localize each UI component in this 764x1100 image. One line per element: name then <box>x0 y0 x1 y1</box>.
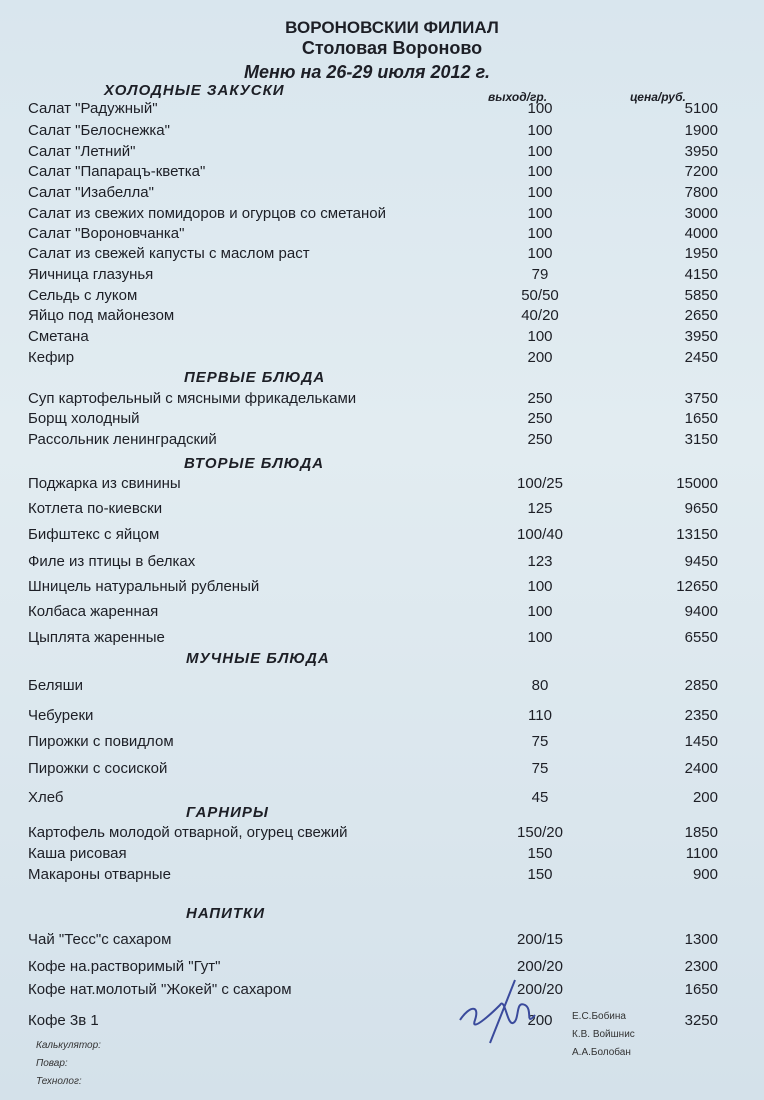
item-name: Салат из свежих помидоров и огурцов со сметаной <box>28 205 387 222</box>
signatory-3: А.А.Болобан <box>572 1047 631 1058</box>
item-name: Чебуреки <box>28 707 94 724</box>
menu-item-row <box>0 958 764 978</box>
item-price: 2300 <box>684 958 718 975</box>
item-name: Кефир <box>28 349 75 366</box>
staff-calc: Калькулятор: <box>36 1040 101 1051</box>
item-output: 250 <box>527 410 553 427</box>
item-price: 7200 <box>684 163 718 180</box>
menu-item-row <box>0 845 764 865</box>
item-name: Поджарка из свинины <box>28 475 181 492</box>
section-second: ВТОРЫЕ БЛЮДА <box>184 455 325 472</box>
item-price: 2850 <box>684 677 718 694</box>
item-price: 1950 <box>684 245 718 262</box>
item-price: 6550 <box>684 629 718 646</box>
menu-item-row <box>0 677 764 697</box>
item-price: 3750 <box>684 390 718 407</box>
item-price: 1100 <box>685 845 718 862</box>
menu-item-row <box>0 789 764 809</box>
item-price: 3950 <box>684 143 718 160</box>
menu-item-row <box>0 328 764 348</box>
item-name: Салат "Вороновчанка" <box>28 225 185 242</box>
staff-cook: Повар: <box>36 1058 68 1069</box>
item-name: Шницель натуральный рубленый <box>28 578 260 595</box>
item-name: Пирожки с повидлом <box>28 733 174 750</box>
item-name: Филе из птицы в белках <box>28 553 196 570</box>
item-output: 100 <box>527 629 553 646</box>
item-output: 100 <box>527 245 553 262</box>
item-output: 200 <box>527 349 553 366</box>
col-header-output: выход/гр. <box>488 90 548 104</box>
col-header-price: цена/руб. <box>630 90 686 104</box>
item-output: 100 <box>527 122 553 139</box>
item-output: 250 <box>527 431 553 448</box>
item-name: Картофель молодой отварной, огурец свежий <box>28 824 348 841</box>
menu-item-row <box>0 526 764 546</box>
item-name: Макароны отварные <box>28 866 171 883</box>
item-name: Кофе нат.молотый "Жокей" с сахаром <box>28 981 292 998</box>
item-name: Салат "Изабелла" <box>28 184 154 201</box>
item-price: 5100 <box>684 100 718 117</box>
item-price: 3150 <box>684 431 718 448</box>
item-price: 3250 <box>684 1012 718 1029</box>
menu-item-row <box>0 824 764 844</box>
item-name: Кофе на.растворимый "Гут" <box>28 958 221 975</box>
item-name: Бифштекс с яйцом <box>28 526 160 543</box>
item-price: 1650 <box>684 981 718 998</box>
menu-item-row <box>0 266 764 286</box>
item-output: 250 <box>527 390 553 407</box>
item-name: Сельдь с луком <box>28 287 138 304</box>
item-price: 200 <box>692 789 718 806</box>
item-output: 100 <box>527 205 553 222</box>
menu-item-row <box>0 287 764 307</box>
menu-item-row <box>0 390 764 410</box>
item-output: 100/40 <box>517 526 563 543</box>
item-output: 100 <box>527 100 553 117</box>
menu-item-row <box>0 349 764 369</box>
item-price: 9400 <box>684 603 718 620</box>
item-price: 4000 <box>684 225 718 242</box>
item-price: 12650 <box>676 578 718 595</box>
item-name: Борщ холодный <box>28 410 140 427</box>
item-output: 79 <box>531 266 549 283</box>
item-name: Салат из свежей капусты с маслом раст <box>28 245 310 262</box>
menu-item-row <box>0 100 764 120</box>
org-title: ВОРОНОВСКИИ ФИЛИАЛ <box>285 18 499 37</box>
item-name: Каша рисовая <box>28 845 127 862</box>
item-price: 7800 <box>684 184 718 201</box>
item-output: 123 <box>527 553 553 570</box>
menu-item-row <box>0 307 764 327</box>
menu-item-row <box>0 733 764 753</box>
menu-item-row <box>0 707 764 727</box>
item-output: 45 <box>531 789 549 806</box>
item-output: 150/20 <box>517 824 563 841</box>
item-output: 200 <box>527 1012 553 1029</box>
item-output: 110 <box>528 707 552 724</box>
item-price: 2400 <box>684 760 718 777</box>
item-price: 15000 <box>676 475 718 492</box>
item-output: 100 <box>527 225 553 242</box>
menu-item-row <box>0 245 764 265</box>
menu-item-row <box>0 225 764 245</box>
item-output: 40/20 <box>521 307 559 324</box>
item-name: Пирожки с сосиской <box>28 760 168 777</box>
item-price: 13150 <box>676 526 718 543</box>
item-name: Кофе 3в 1 <box>28 1012 99 1029</box>
menu-item-row <box>0 163 764 183</box>
menu-item-row <box>0 475 764 495</box>
menu-item-row <box>0 431 764 451</box>
item-name: Котлета по-киевски <box>28 500 163 517</box>
menu-item-row <box>0 184 764 204</box>
item-name: Суп картофельный с мясными фрикадельками <box>28 390 357 407</box>
section-garnish: ГАРНИРЫ <box>186 804 269 821</box>
menu-item-row <box>0 1012 764 1032</box>
menu-item-row <box>0 931 764 951</box>
item-name: Салат "Папарацъ-кветка" <box>28 163 206 180</box>
item-output: 200/20 <box>517 958 563 975</box>
item-name: Яичница глазунья <box>28 266 154 283</box>
menu-item-row <box>0 760 764 780</box>
item-output: 100 <box>527 328 553 345</box>
item-output: 200/15 <box>517 931 563 948</box>
item-price: 2350 <box>684 707 718 724</box>
menu-item-row <box>0 981 764 1001</box>
menu-item-row <box>0 553 764 573</box>
item-output: 100 <box>527 143 553 160</box>
item-price: 4150 <box>684 266 718 283</box>
item-price: 2450 <box>684 349 718 366</box>
item-output: 125 <box>527 500 553 517</box>
item-price: 1300 <box>684 931 718 948</box>
menu-item-row <box>0 205 764 225</box>
menu-item-row <box>0 578 764 598</box>
item-name: Цыплята жаренные <box>28 629 165 646</box>
section-first: ПЕРВЫЕ БЛЮДА <box>184 369 326 386</box>
item-name: Беляши <box>28 677 83 694</box>
signature-mark <box>455 975 555 1045</box>
item-output: 50/50 <box>521 287 559 304</box>
item-name: Сметана <box>28 328 89 345</box>
section-drinks: НАПИТКИ <box>186 905 266 922</box>
item-price: 3950 <box>684 328 718 345</box>
signatory-1: Е.С.Бобина <box>572 1011 626 1022</box>
menu-item-row <box>0 122 764 142</box>
signatory-2: К.В. Войшнис <box>572 1029 635 1040</box>
menu-item-row <box>0 143 764 163</box>
item-output: 150 <box>527 866 553 883</box>
item-output: 100/25 <box>517 475 563 492</box>
menu-date: Меню на 26-29 июля 2012 г. <box>244 62 490 82</box>
item-price: 9650 <box>684 500 718 517</box>
item-output: 75 <box>531 760 549 777</box>
item-price: 3000 <box>684 205 718 222</box>
item-name: Хлеб <box>28 789 64 806</box>
menu-item-row <box>0 500 764 520</box>
menu-item-row <box>0 866 764 886</box>
canteen-title: Столовая Вороново <box>301 38 483 58</box>
item-output: 100 <box>527 603 553 620</box>
item-name: Яйцо под майонезом <box>28 307 175 324</box>
item-price: 5850 <box>684 287 718 304</box>
item-name: Чай "Тесс"с сахаром <box>28 931 172 948</box>
item-name: Салат "Белоснежка" <box>28 122 170 139</box>
section-flour: МУЧНЫЕ БЛЮДА <box>186 650 330 667</box>
item-name: Колбаса жаренная <box>28 603 159 620</box>
menu-item-row <box>0 410 764 430</box>
item-output: 100 <box>527 163 553 180</box>
staff-tech: Технолог: <box>36 1076 82 1087</box>
item-output: 100 <box>527 578 553 595</box>
item-output: 200/20 <box>517 981 563 998</box>
menu-item-row <box>0 603 764 623</box>
item-price: 1900 <box>684 122 718 139</box>
item-price: 1450 <box>684 733 718 750</box>
item-price: 1850 <box>684 824 718 841</box>
item-output: 150 <box>527 845 553 862</box>
item-output: 80 <box>531 677 549 694</box>
item-name: Салат "Радужный" <box>28 100 158 117</box>
item-output: 75 <box>531 733 549 750</box>
item-price: 2650 <box>684 307 718 324</box>
item-name: Салат "Летний" <box>28 143 136 160</box>
item-output: 100 <box>527 184 553 201</box>
item-price: 900 <box>692 866 718 883</box>
item-price: 1650 <box>684 410 718 427</box>
menu-item-row <box>0 629 764 649</box>
section-cold: ХОЛОДНЫЕ ЗАКУСКИ <box>104 82 285 99</box>
item-price: 9450 <box>684 553 718 570</box>
item-name: Рассольник ленинградский <box>28 431 217 448</box>
